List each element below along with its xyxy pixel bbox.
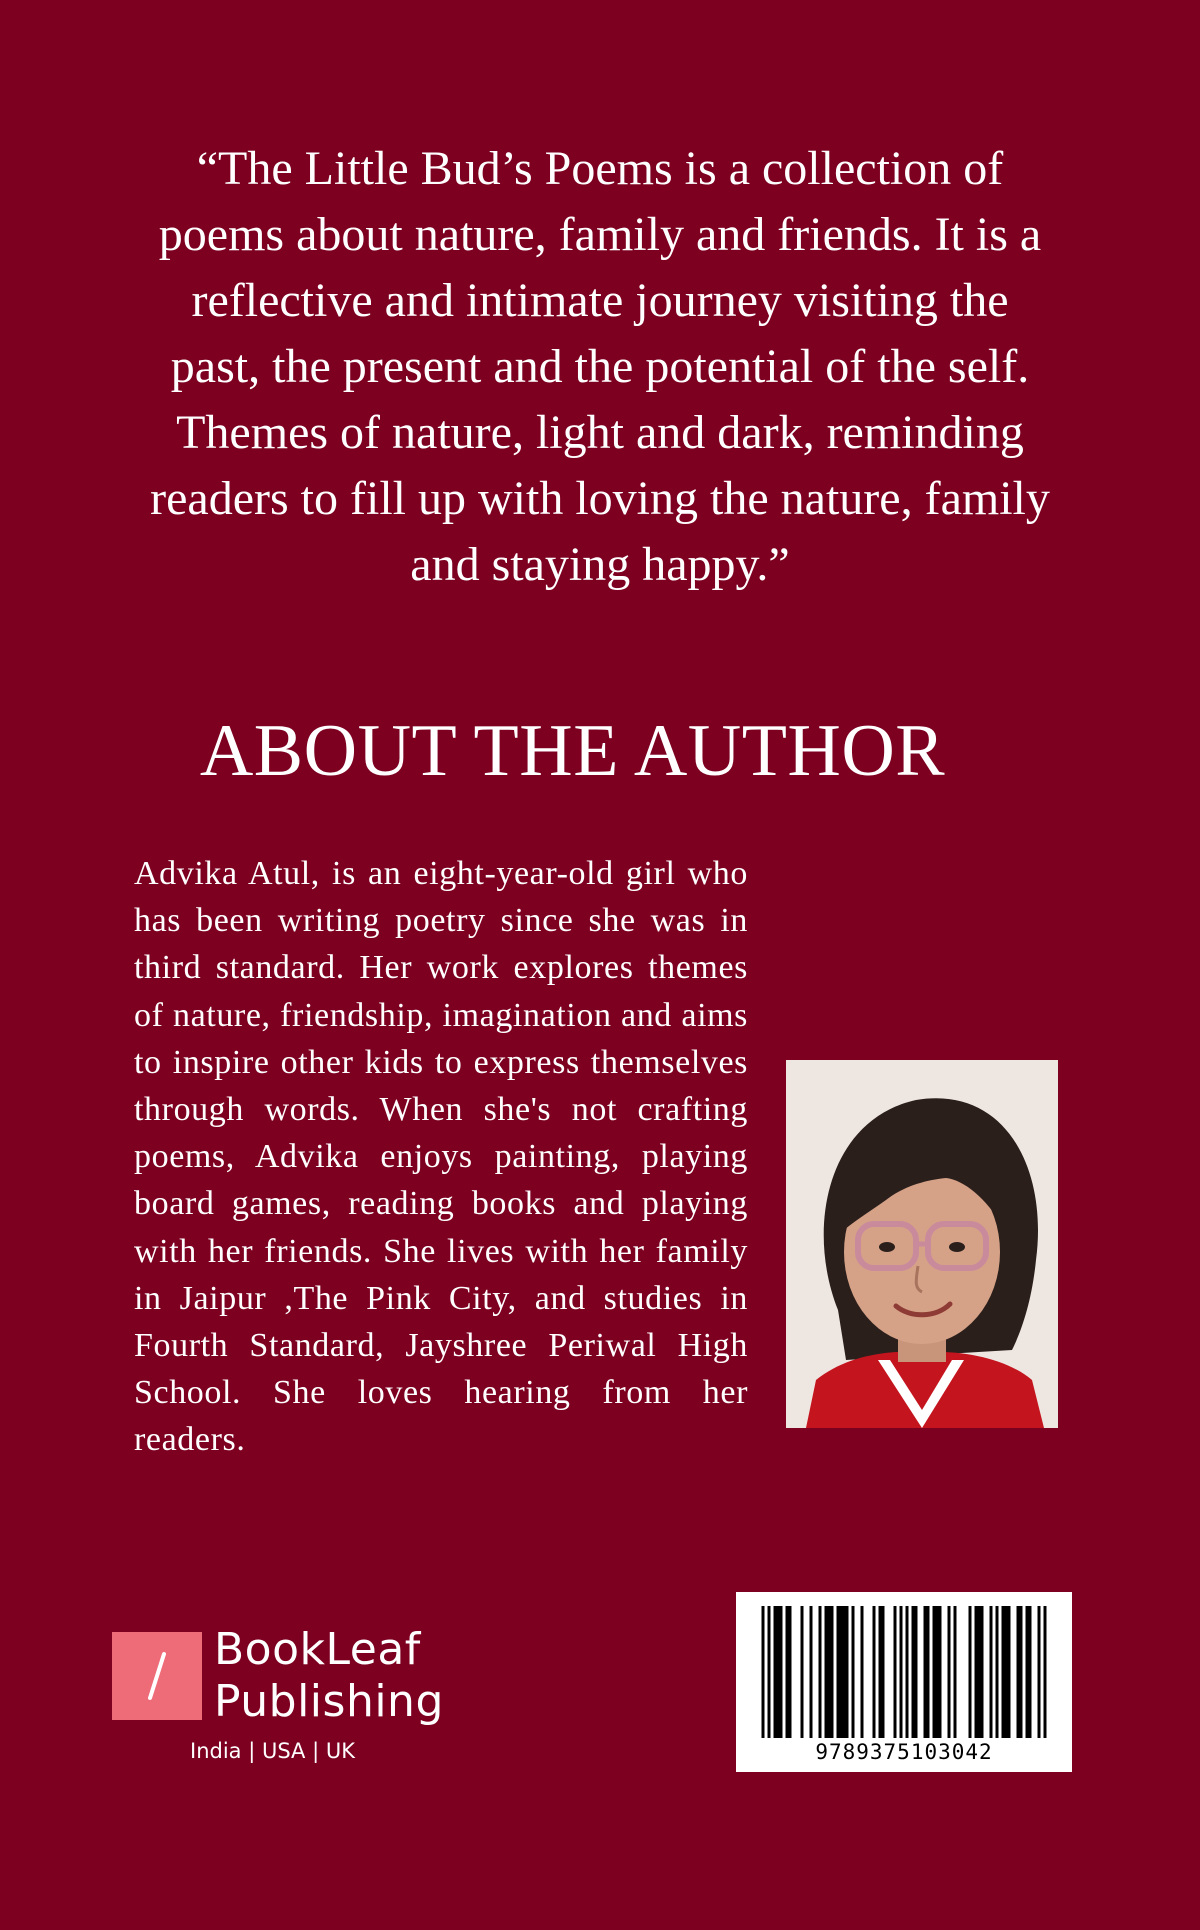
barcode-bar bbox=[996, 1606, 999, 1738]
barcode-bar bbox=[873, 1606, 876, 1738]
publisher-logo bbox=[112, 1624, 472, 1770]
barcode-bar bbox=[990, 1606, 993, 1738]
barcode-bar bbox=[825, 1606, 834, 1738]
bookleaf-slash-icon bbox=[112, 1632, 202, 1720]
barcode-bar bbox=[1002, 1606, 1011, 1738]
barcode-bar bbox=[801, 1606, 804, 1738]
barcode-bar bbox=[861, 1606, 864, 1738]
barcode-bar bbox=[954, 1606, 957, 1738]
barcode-bar bbox=[1044, 1606, 1047, 1738]
barcode-bar bbox=[810, 1606, 813, 1738]
barcode-bar bbox=[975, 1606, 984, 1738]
barcode-bar bbox=[900, 1606, 903, 1738]
barcode-bar bbox=[774, 1606, 783, 1738]
barcode-bar bbox=[1038, 1606, 1041, 1738]
barcode-bar bbox=[1026, 1606, 1032, 1738]
barcode-bar bbox=[768, 1606, 771, 1738]
barcode-bar bbox=[948, 1606, 951, 1738]
barcode-bar bbox=[912, 1606, 918, 1738]
book-blurb: “The Little Bud’s Poems is a collection of poems about nature, family and friends. It is a reflective and intimate journey visiting the past, the present and the potential of the self. Themes of nature, light and dark, reminding readers to fill up with loving the nature, family and staying happy.” bbox=[150, 142, 1050, 591]
publisher-regions: India | USA | UK bbox=[190, 1739, 355, 1763]
publisher-name-line2: Publishing bbox=[214, 1676, 444, 1727]
barcode-bar bbox=[969, 1606, 972, 1738]
about-author-heading: ABOUT THE AUTHOR bbox=[199, 710, 946, 792]
barcode-bar bbox=[894, 1606, 897, 1738]
barcode-bar bbox=[924, 1606, 930, 1738]
author-photo bbox=[786, 1060, 1058, 1428]
barcode-bar bbox=[819, 1606, 822, 1738]
barcode-bar bbox=[837, 1606, 849, 1738]
publisher-name bbox=[214, 1624, 444, 1728]
barcode-bar bbox=[879, 1606, 885, 1738]
barcode-bar bbox=[852, 1606, 855, 1738]
barcode-bar bbox=[906, 1606, 909, 1738]
isbn-barcode bbox=[736, 1592, 1072, 1772]
publisher-name-line1: BookLeaf bbox=[214, 1624, 421, 1675]
author-portrait-illustration bbox=[786, 1060, 1058, 1428]
isbn-number: 9789375103042 bbox=[815, 1740, 993, 1764]
barcode-bar bbox=[762, 1606, 765, 1738]
barcode-bar bbox=[786, 1606, 792, 1738]
barcode-bar bbox=[1017, 1606, 1023, 1738]
barcode-bars-icon bbox=[736, 1592, 1072, 1742]
barcode-bar bbox=[933, 1606, 942, 1738]
author-bio: Advika Atul, is an eight-year-old girl who has been writing poetry since she was in third standard. Her work explores themes of nature, friendship, imagination and aims to inspire other kids to express themselves through words. When she's not crafting poems, Advika enjoys painting, playing board games, reading books and playing with her friends. She lives with her family in Jaipur ,The Pink City, and studies in Fourth Standard, Jayshree Periwal High School. She loves hearing from her readers. bbox=[134, 855, 748, 1459]
